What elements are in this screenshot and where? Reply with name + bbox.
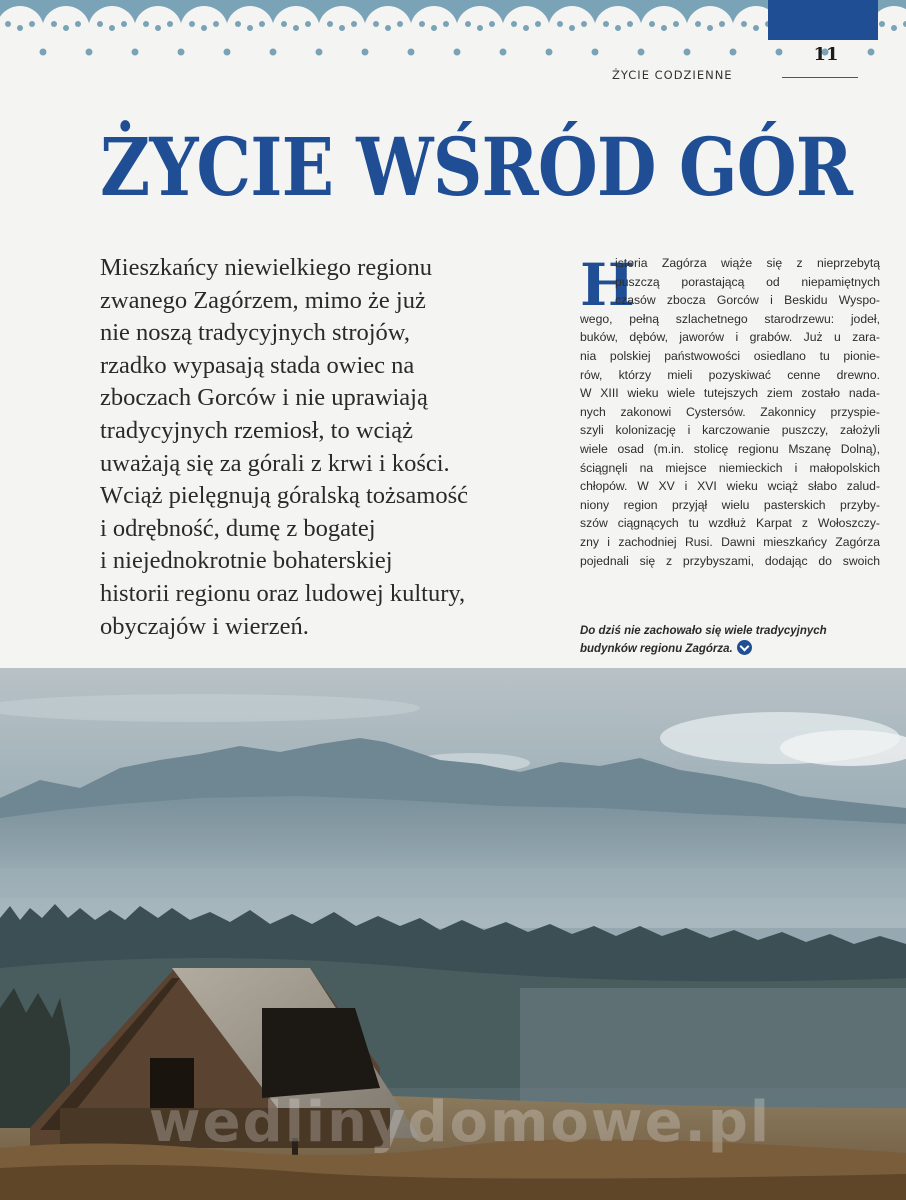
lead-line: historii regionu oraz ludowej kultury, bbox=[100, 579, 466, 607]
lead-line: i niejednokrotnie bohaterskiej bbox=[100, 547, 393, 575]
lead-line: Wciąż pielęgnują góralską tożsamość bbox=[100, 482, 469, 510]
caption-line: Do dziś nie zachowało się wiele tradycyjnych bbox=[580, 625, 827, 637]
section-label: ŻYCIE CODZIENNE bbox=[612, 68, 733, 82]
body-line: pojednali się z przybyszami, dodając do swoich bbox=[580, 553, 880, 568]
section-rule bbox=[782, 77, 858, 78]
body-line: nia polskiej państwowości osiedlano tu pionie- bbox=[580, 348, 880, 363]
body-line: wiele osad (m.in. stolicę regionu Mszanę Dolną), bbox=[580, 441, 880, 456]
photo-caption bbox=[580, 622, 880, 658]
body-line: chłopów. W XV i XVI wieku wciąż słabo zalud- bbox=[580, 479, 880, 494]
page-tab bbox=[768, 0, 878, 40]
watermark: wedlinydomowe.pl bbox=[148, 1090, 772, 1155]
lead-line: obyczajów i wierzeń. bbox=[100, 612, 309, 640]
body-line: czasów zbocza Gorców i Beskidu Wyspo- bbox=[615, 293, 880, 308]
lead-line: zwanego Zagórzem, mimo że już bbox=[100, 286, 426, 314]
body-line: puszczą porastającą od niepamiętnych bbox=[615, 274, 880, 289]
lead-line: i odrębność, dumę z bogatej bbox=[100, 514, 376, 542]
body-line: W XIII wieku wiele tutejszych ziem zostało nada- bbox=[580, 386, 880, 401]
drop-cap: H bbox=[580, 251, 635, 319]
body-line: buków, dębów, jaworów i grabów. Już u zara- bbox=[580, 330, 880, 345]
body-line: szyli kolonizację i karczowanie puszczy, założyli bbox=[580, 423, 880, 438]
lead-line: Mieszkańcy niewielkiego regionu bbox=[100, 254, 433, 281]
lead-line: rzadko wypasają stada owiec na bbox=[100, 351, 415, 379]
lead-line: uważają się za górali z krwi i kości. bbox=[100, 449, 450, 477]
body-line: nych zakonowi Cystersów. Zakonnicy przyspie- bbox=[580, 404, 880, 419]
body-line: szów ciągnących tu wzdłuż Karpat z Wołoszczy- bbox=[580, 516, 880, 531]
lead-paragraph bbox=[100, 252, 560, 643]
caption-line-2 bbox=[580, 640, 880, 658]
chevron-down-icon bbox=[737, 640, 752, 655]
body-line: istoria Zagórza wiąże się z nieprzebytą bbox=[615, 256, 880, 270]
body-line: zny i zachodniej Rusi. Dawni mieszkańcy Zagórza bbox=[580, 534, 880, 549]
page-title: ŻYCIE WŚRÓD GÓR bbox=[100, 120, 853, 214]
body-line: ściągnęli na miejsce niemieckich i małopolskich bbox=[580, 460, 880, 475]
lead-line: zboczach Gorców i nie uprawiają bbox=[100, 384, 428, 412]
body-line: wego, pełną szlachetnego starodrzewu: jodeł, bbox=[580, 311, 880, 326]
lead-line: tradycyjnych rzemiosł, to wciąż bbox=[100, 416, 413, 444]
page-number: 11 bbox=[813, 44, 839, 65]
caption-text: budynków regionu Zagórza. bbox=[580, 643, 733, 655]
body-line: niony region przyjął wielu pasterskich przyby- bbox=[580, 497, 880, 512]
body-column bbox=[580, 251, 880, 570]
body-line: rów, którzy mieli pozyskiwać cenne drewno. bbox=[580, 367, 880, 382]
lead-line: nie noszą tradycyjnych strojów, bbox=[100, 319, 411, 347]
